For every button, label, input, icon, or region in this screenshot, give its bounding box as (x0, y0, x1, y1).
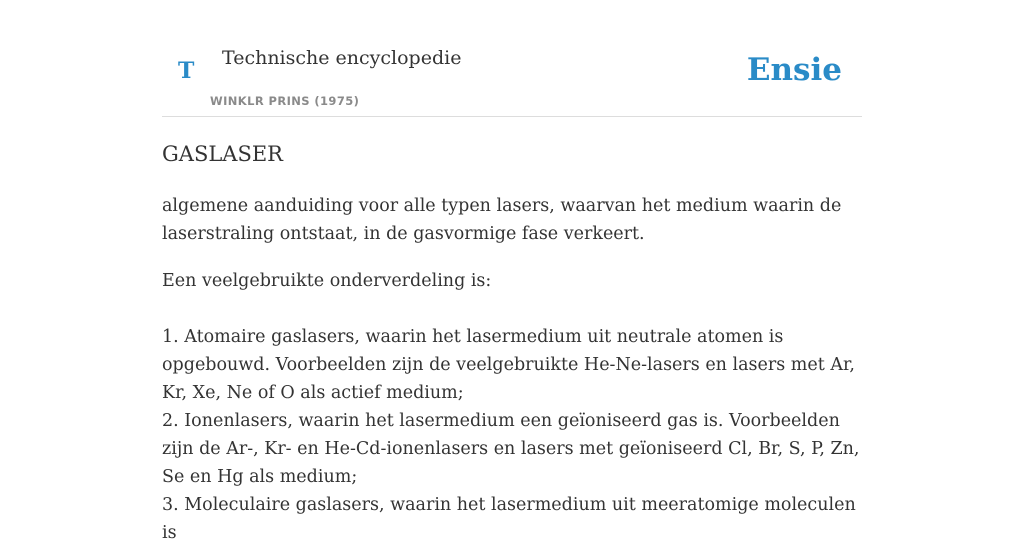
list-item: 1. Atomaire gaslasers, waarin het lasermedium uit neutrale atomen is opgebouwd. Voorbeelden zijn de veelgebruikte He-Ne-lasers en lasers met Ar, Kr, Xe, Ne of O als actief medium; (162, 327, 855, 403)
intro-paragraph: Een veelgebruikte onderverdeling is: (162, 271, 492, 291)
entry-content (162, 138, 867, 547)
list-item: 3. Moleculaire gaslasers, waarin het lasermedium uit meeratomige moleculen is (162, 495, 856, 543)
subdivision-list (162, 323, 867, 547)
definition-paragraph: algemene aanduiding voor alle typen lasers, waarvan het medium waarin de laserstraling ontstaat, in de gasvormige fase verkeert. (162, 196, 842, 244)
brand-logo[interactable]: Ensie (746, 52, 842, 88)
list-item: 2. Ionenlasers, waarin het lasermedium een geïoniseerd gas is. Voorbeelden zijn de Ar-, Kr- en He-Cd-ionenlasers en lasers met geïoniseerd Cl, Br, S, P, Zn, Se en Hg als medium; (162, 411, 860, 487)
source-header (162, 0, 862, 117)
entry-title: GASLASER (162, 142, 283, 166)
source-logo[interactable]: T (178, 58, 195, 84)
source-subtitle: WINKLR PRINS (1975) (210, 94, 360, 108)
source-title[interactable]: Technische encyclopedie (222, 47, 462, 69)
